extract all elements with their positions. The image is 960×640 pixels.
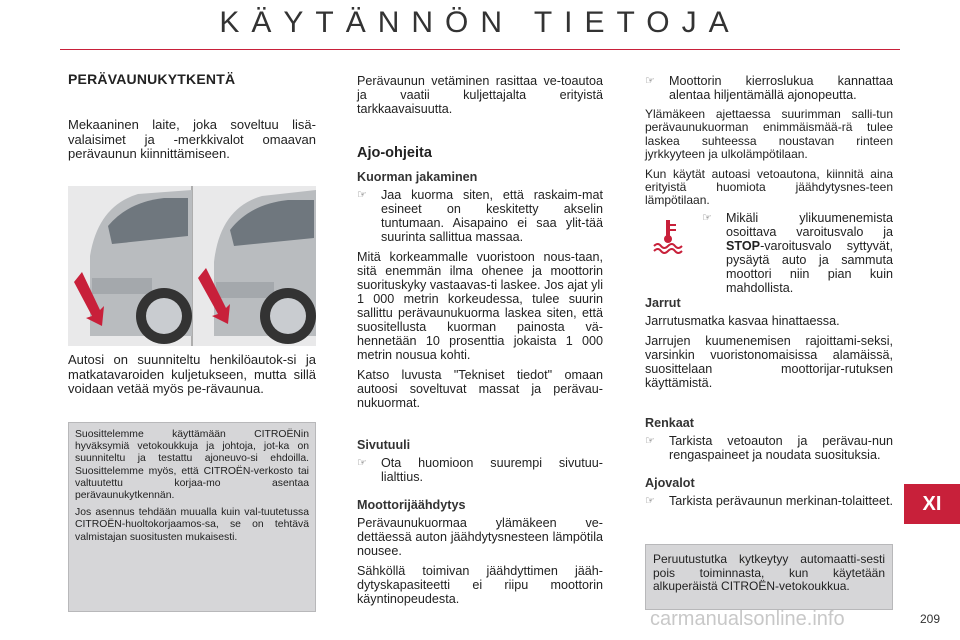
bullet-text	[726, 211, 893, 295]
section-heading: PERÄVAUNUKYTKENTÄ	[68, 71, 236, 87]
bullet-text: Jaa kuorma siten, että raskaim-mat esineet on keskitetty akselin tuntumaan. Aisapaino ei saa ylit-tää suurinta sallittua massaa.	[381, 188, 603, 244]
list-item	[357, 188, 603, 244]
page-title: KÄYTÄNNÖN TIETOJA	[219, 6, 741, 39]
bullet-text: Tarkista vetoauton ja perävau-nun rengaspaineet ja noudata suosituksia.	[669, 434, 893, 462]
paragraph: Kun käytät autoasi vetoautona, kiinnitä aina erityistä huomiota jäähdytysnes-teen lämpötilaan.	[645, 166, 893, 208]
subheading-load: Kuorman jakaminen	[357, 170, 478, 184]
pointing-hand-icon: ☞	[645, 435, 655, 447]
subheading-tyres: Renkaat	[645, 416, 694, 430]
paragraph: Mitä korkeammalle vuoristoon nous-taan, sitä enemmän ilma ohenee ja moottorin suorituskyky vastaavas-ti laskee. Jos ajat yli 1 000 metrin korkeudessa, tulee suurin sallittu perävaunukuorma laskea siten, että suositellusta kuorman painosta vä-hennetään 10 prosenttia jokaista 1 000 metrin nousua kohti.	[357, 250, 603, 362]
intro-text: Mekaaninen laite, joka soveltuu lisä-valaisimet ja -merkkivalot omaavan perävaunun kiinnittämiseen.	[68, 117, 316, 161]
left-column	[68, 72, 316, 168]
right-column	[645, 74, 893, 214]
car-illustration	[68, 186, 316, 346]
list-item	[645, 494, 893, 508]
list-item	[702, 211, 893, 295]
paragraph: Jarrutusmatka kasvaa hinattaessa.	[645, 314, 840, 328]
coolant-temperature-icon	[650, 218, 686, 254]
right-column-lower	[645, 296, 893, 514]
paragraph: Sähköllä toimivan jäähdyttimen jääh-dytyskapasiteetti ei riipu moottorin käyntinopeudesta.	[357, 564, 603, 606]
page-number: 209	[919, 612, 940, 626]
pointing-hand-icon: ☞	[357, 457, 367, 469]
pointing-hand-icon: ☞	[645, 495, 655, 507]
reversing-sensor-note	[645, 544, 893, 610]
box-paragraph: Jos asennus tehdään muualla kuin val-tuutetussa CITROËN-huoltokorjaamos-sa, se on tehtävä valmistajan suositusten mukaisesti.	[75, 507, 309, 543]
list-item	[645, 74, 893, 102]
driving-heading: Ajo-ohjeita	[357, 145, 432, 161]
pointing-hand-icon: ☞	[645, 75, 655, 87]
bullet-text: Ota huomioon suurempi sivutuu-lialttius.	[381, 456, 603, 484]
note-text: Peruutustutka kytkeytyy automaatti-sesti pois toiminnasta, kun käytetään alkuperäistä CITROËN-vetokoukkua.	[653, 552, 885, 593]
usage-text: Autosi on suunniteltu henkilöautok-si ja matkatavaroiden kuljetukseen, mutta sillä voidaan vetää myös pe-rävaunua.	[68, 352, 316, 396]
paragraph: Perävaunukuormaa ylämäkeen ve-dettäessä auton jäähdytysnesteen lämpötila nousee.	[357, 516, 603, 558]
bullet-text: Tarkista perävaunun merkinan-tolaitteet.	[669, 494, 894, 508]
subheading-lights: Ajovalot	[645, 476, 695, 490]
subheading-cooling: Moottorijäähdytys	[357, 498, 466, 512]
title-divider	[60, 49, 900, 50]
paragraph: Jarrujen kuumenemisen rajoittami-seksi, varsinkin vuoristonomaisissa alamäissä, suosittelaan moottorijar-rutuksen käyttämistä.	[645, 334, 893, 390]
pointing-hand-icon: ☞	[702, 212, 712, 224]
chapter-tab: XI	[904, 484, 960, 524]
left-column-lower	[68, 353, 316, 403]
pointing-hand-icon: ☞	[357, 189, 367, 201]
watermark: carmanualsonline.info	[650, 608, 845, 630]
middle-column	[357, 74, 603, 612]
warning-text-end: -varoitusvalo syttyvät, pysäytä auto ja sammuta moottori niin pian kuin mahdollista.	[726, 239, 893, 295]
warning-block	[702, 211, 893, 301]
box-paragraph: Suosittelemme käyttämään CITROËNin hyväksymiä vetokoukkuja ja johtoja, jot-ka on suunniteltu ja testattu ajoneuvo-si ehdoilla. Suosittelemme myös, että CITROËN-verkosto tai valtuutettu korjaa-mo asentaa perävaunukytkennän.	[75, 429, 309, 502]
bullet-text: Moottorin kierroslukua kannattaa alentaa hiljentämällä ajonopeutta.	[669, 74, 893, 102]
recommendation-box	[68, 422, 316, 612]
intro-text: Perävaunun vetäminen rasittaa ve-toautoa ja vaatii kuljettajalta erityistä tarkkaavaisuutta.	[357, 74, 603, 116]
subheading-brakes: Jarrut	[645, 296, 681, 310]
list-item	[645, 434, 893, 462]
list-item	[357, 456, 603, 484]
subheading-wind: Sivutuuli	[357, 438, 411, 452]
warning-text: Mikäli ylikuumenemista osoittava varoitusvalo ja	[726, 211, 893, 239]
paragraph: Katso luvusta "Tekniset tiedot" omaan autoosi soveltuvat massat ja perävau-nukuormat.	[357, 368, 603, 410]
paragraph: Ylämäkeen ajettaessa suurimman salli-tun perävaunukuorman enimmäismää-rä tulee laskea suhteessa noustavan rinteen jyrkkyyteen ja ulkolämpötilaan.	[645, 107, 893, 162]
stop-label: STOP	[726, 239, 761, 253]
